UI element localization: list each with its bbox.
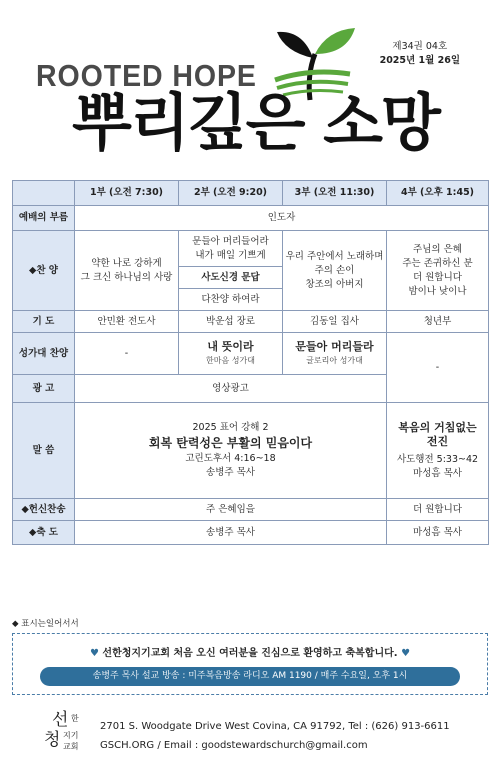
choir-service-1: - bbox=[75, 333, 179, 375]
heart-icon: ♥ bbox=[89, 648, 99, 659]
hymn-s2-line: 내가 매일 기쁘게 bbox=[195, 249, 266, 261]
sermon-scripture: 고린도후서 4:16~18 bbox=[185, 453, 276, 464]
row-label-sermon: 말 씀 bbox=[13, 403, 75, 499]
announcements-value: 영상광고 bbox=[75, 375, 387, 403]
svg-text:선: 선 bbox=[52, 710, 69, 730]
korean-title: 뿌리깊은 소망 bbox=[72, 86, 439, 159]
hymn-s4-line: 밤이나 낮이나 bbox=[408, 285, 467, 297]
issue-date: 2025년 1월 26일 bbox=[379, 55, 460, 66]
row-label-announcements: 광 고 bbox=[13, 375, 75, 403]
benediction-value: 송병주 목사 bbox=[75, 521, 387, 545]
prayer-service-3: 김동일 집사 bbox=[283, 311, 387, 333]
prayer-service-2: 박운섭 장로 bbox=[179, 311, 283, 333]
hymn-service-2-bottom: 다찬양 하여라 bbox=[179, 289, 283, 311]
hymn-s1-line: 약한 나로 강하게 bbox=[91, 257, 162, 269]
sermon-s4-title: 복음의 거침없는 bbox=[398, 420, 477, 434]
corner-cell bbox=[13, 181, 75, 206]
issue-info bbox=[380, 40, 460, 68]
church-contact bbox=[100, 717, 450, 755]
row-label-choir: 성가대 찬양 bbox=[13, 333, 75, 375]
offering-value: 주 은혜임을 bbox=[75, 499, 387, 521]
choir-s2-group: 한마음 성가대 bbox=[206, 355, 255, 365]
sermon-title: 회복 탄력성은 부활의 믿음이다 bbox=[148, 436, 313, 450]
hymn-s2-line: 문들아 머리들어라 bbox=[192, 235, 269, 247]
sermon-s4-preacher: 마성흠 목사 bbox=[413, 467, 462, 479]
svg-text:지기: 지기 bbox=[63, 731, 79, 740]
choir-s3-group: 글로리아 성가대 bbox=[306, 355, 363, 365]
church-web-email[interactable]: GSCH.ORG / Email : goodstewardschurch@gmail.com bbox=[100, 740, 368, 751]
service-1-header: 1부 (오전 7:30) bbox=[75, 181, 179, 206]
svg-text:청: 청 bbox=[44, 730, 61, 750]
hymn-s4-line: 주님의 은혜 bbox=[413, 243, 462, 255]
choir-service-4: - bbox=[387, 333, 489, 403]
hymn-s3-line: 주의 손이 bbox=[314, 264, 355, 276]
service-3-header: 3부 (오전 11:30) bbox=[283, 181, 387, 206]
english-title: ROOTED HOPE bbox=[36, 58, 257, 93]
worship-order-table bbox=[12, 180, 489, 545]
hymn-service-3 bbox=[283, 231, 387, 311]
welcome-text: 선한청지기교회 처음 오신 여러분을 진심으로 환영하고 축복합니다. bbox=[102, 648, 398, 659]
benediction-service-4: 마성흠 목사 bbox=[387, 521, 489, 545]
prayer-service-1: 안민환 전도사 bbox=[75, 311, 179, 333]
sermon-s4-scripture: 사도행전 5:33~42 bbox=[396, 453, 479, 465]
svg-text:한: 한 bbox=[71, 714, 79, 723]
row-label-call: 예배의 부름 bbox=[13, 206, 75, 231]
hymn-service-2-top bbox=[179, 231, 283, 267]
sermon-main bbox=[75, 403, 387, 499]
issue-number: 제34권 04호 bbox=[392, 41, 448, 52]
sermon-service-4 bbox=[387, 403, 489, 499]
row-label-benediction: ◆축 도 bbox=[13, 521, 75, 545]
sermon-series: 2025 표어 강해 2 bbox=[192, 422, 269, 433]
hymn-service-4 bbox=[387, 231, 489, 311]
church-logo-icon bbox=[44, 707, 88, 755]
hymn-s3-line: 우리 주안에서 노래하며 bbox=[285, 250, 384, 262]
hymn-s1-line: 그 크신 하나님의 사랑 bbox=[80, 271, 173, 283]
choir-s2-title: 내 뜻이라 bbox=[207, 339, 254, 353]
row-label-hymn: ◆찬 양 bbox=[13, 231, 75, 311]
hymn-s4-line: 더 원합니다 bbox=[413, 271, 462, 283]
sermon-preacher: 송병주 목사 bbox=[206, 467, 255, 478]
prayer-service-4: 청년부 bbox=[387, 311, 489, 333]
service-4-header: 4부 (오후 1:45) bbox=[387, 181, 489, 206]
service-2-header: 2부 (오전 9:20) bbox=[179, 181, 283, 206]
choir-service-2 bbox=[179, 333, 283, 375]
apostles-creed-cell: 사도신경 문답 bbox=[179, 267, 283, 289]
offering-service-4: 더 원합니다 bbox=[387, 499, 489, 521]
welcome-message bbox=[13, 644, 487, 659]
hymn-s3-line: 창조의 아버지 bbox=[305, 278, 364, 290]
call-value: 인도자 bbox=[75, 206, 489, 231]
welcome-box bbox=[12, 633, 488, 695]
row-label-offering: ◆헌신찬송 bbox=[13, 499, 75, 521]
broadcast-bar: 송병주 목사 설교 방송 : 미주복음방송 라디오 AM 1190 / 매주 수요일, 오후 1시 bbox=[40, 667, 460, 686]
sermon-s4-title: 전진 bbox=[426, 434, 449, 448]
standing-note: ◆ 표시는일어서서 bbox=[12, 619, 79, 629]
hymn-service-1 bbox=[75, 231, 179, 311]
hymn-s4-line: 주는 존귀하신 분 bbox=[402, 257, 473, 269]
choir-service-3 bbox=[283, 333, 387, 375]
svg-text:교회: 교회 bbox=[63, 742, 79, 751]
church-address: 2701 S. Woodgate Drive West Covina, CA 91792, Tel : (626) 913-6611 bbox=[100, 721, 450, 732]
heart-icon: ♥ bbox=[401, 648, 411, 659]
row-label-prayer: 기 도 bbox=[13, 311, 75, 333]
choir-s3-title: 문들아 머리들라 bbox=[295, 339, 374, 353]
